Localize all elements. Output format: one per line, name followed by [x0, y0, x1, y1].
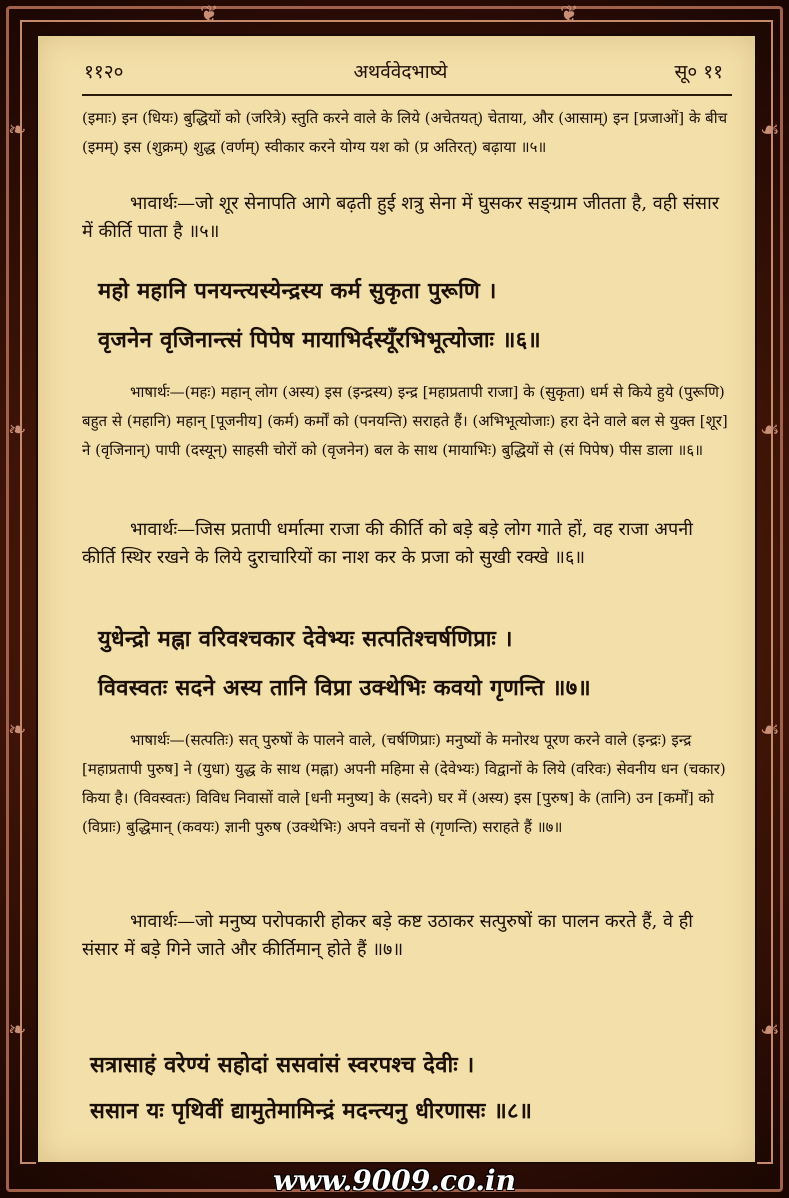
swirl-ornament-icon: ☙ — [760, 418, 780, 443]
swirl-ornament-icon: ❦ — [560, 2, 579, 27]
book-page — [36, 34, 757, 1164]
swirl-ornament-icon: ❧ — [8, 418, 27, 443]
swirl-ornament-icon: ❧ — [8, 718, 27, 743]
mantra-line: सत्रासाहं वरेण्यं सहोदां ससवांसं स्वरपश्च देवीः । — [90, 1052, 475, 1078]
mantra-line: ससान यः पृथिवीं द्यामुतेमामिन्द्रं मदन्त्यनु धीरणासः ॥८॥ — [90, 1098, 533, 1124]
website-watermark: www.9009.co.in — [273, 1164, 516, 1197]
bhavarth-paragraph: भावार्थः—जो शूर सेनापति आगे बढ़ती हुई शत्रु सेना में घुसकर सङ्ग्राम जीतता है, वही संसार में कीर्ति पाता है ॥५॥ — [82, 193, 720, 242]
bhavarth-paragraph: भावार्थः—जिस प्रतापी धर्मात्मा राजा की कीर्ति को बड़े बड़े लोग गाते हों, वह राजा अपनी कीर्ति स्थिर रखने के लिये दुराचारियों का नाश कर के प्रजा को सुखी रक्खे ॥६॥ — [82, 519, 693, 568]
swirl-ornament-icon: ❦ — [200, 2, 219, 27]
translation-paragraph: भाषार्थः—(महः) महान् लोग (अस्य) इस (इन्द्रस्य) इन्द्र [महाप्रतापी राजा] के (सुकृता) धर्म से किये हुये (पुरूणि) बहुत से (महानि) महान् [पूजनीय] (कर्म) कर्मों को (पनयन्ति) सराहते हैं। (अभिभूत्योजाः) हरा देने वाले बल से युक्त [शूर] ने (वृजिनान्) पापी (दस्यून्) साहसी चोरों को (वृजनेन) बल के साथ (मायाभिः) बुद्धियों से (सं पिपेष) पीस डाला ॥६॥ — [82, 383, 728, 459]
mantra-line: युधेन्द्रो मह्ना वरिवश्चकार देवेभ्यः सत्पतिश्चर्षणिप्राः । — [98, 626, 513, 652]
swirl-ornament-icon: ☙ — [760, 1018, 780, 1043]
header-divider — [82, 94, 732, 96]
mantra-line: महो महानि पनयन्त्यस्येन्द्रस्य कर्म सुकृता पुरूणि । — [98, 278, 497, 304]
translation-paragraph: (इमाः) इन (धियः) बुद्धियों को (जरित्रे) स्तुति करने वाले के लिये (अचेतयत्) चेताया, और (आसाम्) इन [प्रजाओं] के बीच (इमम्) इस (शुक्रम्) शुद्ध (वर्णम्) स्वीकार करने योग्य यश को (प्र अतिरत्) बढ़ाया ॥५॥ — [82, 109, 728, 156]
mantra-line: विवस्वतः सदने अस्य तानि विप्रा उक्थेभिः कवयो गृणन्ति ॥७॥ — [98, 675, 592, 701]
page-header — [78, 58, 723, 98]
sukta-number: सू० ११ — [674, 61, 723, 83]
page-title: अथर्ववेदभाष्ये — [353, 61, 448, 83]
swirl-ornament-icon: ❧ — [8, 118, 27, 143]
swirl-ornament-icon: ❧ — [8, 1018, 27, 1043]
page-number: ११२० — [84, 61, 124, 83]
swirl-ornament-icon: ☙ — [760, 718, 780, 743]
swirl-ornament-icon: ☙ — [760, 118, 780, 143]
bhavarth-paragraph: भावार्थः—जो मनुष्य परोपकारी होकर बड़े कष्ट उठाकर सत्पुरुषों का पालन करते हैं, वे ही संसार में बड़े गिने जाते और कीर्तिमान् होते हैं ॥७॥ — [82, 911, 693, 960]
mantra-line: वृजनेन वृजिनान्त्सं पिपेष मायाभिर्दस्यूँरभिभूत्योजाः ॥६॥ — [98, 327, 541, 353]
translation-paragraph: भाषार्थः—(सत्पतिः) सत् पुरुषों के पालने वाले, (चर्षणिप्राः) मनुष्यों के मनोरथ पूरण करने वाले (इन्द्रः) इन्द्र [महाप्रतापी पुरुष] ने (युधा) युद्ध के साथ (मह्ना) अपनी महिमा से (देवेभ्यः) विद्वानों के लिये (वरिवः) सेवनीय धन (चकार) किया है। (विवस्वतः) विविध निवासों वाले [धनी मनुष्य] के (सदने) घर में (अस्य) इस [पुरुष] के (तानि) उन [कर्मों] को (विप्राः) बुद्धिमान् (कवयः) ज्ञानी पुरुष (उक्थेभिः) अपने वचनों से (गृणन्ति) सराहते हैं ॥७॥ — [82, 731, 726, 836]
